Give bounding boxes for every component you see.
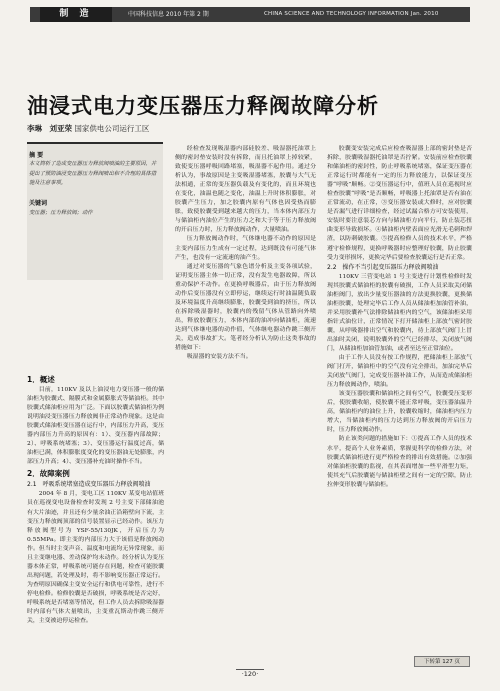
- keywords-label: 关键词: [29, 200, 48, 207]
- paragraph: 目前，110KV 及以上油浸电力变压器一般的储油柜为胶囊式、隔膜式和金属膨胀式等储油柜。其中胶囊式储油柜应用为广泛。下面以胶囊式储油柜为例说明油浸变压器压力释放阀非正常动作现象。这是由胶囊式储油柜变压器在运行中，内部压力升高，变压器内部压力升高的原因有：1）、变压器内部故障；2）、呼吸系统堵塞；3）、变压器运行温度过高，储油柜已满，体积膨胀度变化的变压器油无处膨胀，内部压力升高；4）、变压器补充油时操作不当。: [27, 387, 164, 466]
- paragraph: 吸湿器的安装方法不当。: [186, 354, 252, 361]
- paragraph: 经检查发现吸湿器内部硅胶差、吸湿器托油罩上侧的密封垫安装时没有拆除，而且托油罩上掉较紧，致使变压器呼吸回路堵塞，吸湿器不起作用。通过分析认为，事故原因是主变吸湿器堵塞，胶囊与大气无法相通，正常的变压器负载及有变化的，而且环境也在变化，油温也随之变化，油温上升时体积膨胀，对胶囊产生压力，加之胶囊内原有气体也因受热而膨胀，致使胶囊受到越来越大的压力，当本体内部压力与储油柜内油位产生的压力之和大于等于压力释放阀的开启压力时，压力释放阀动作，大量喷油。: [175, 146, 316, 234]
- paragraph: 110KV 三营变电站 1 号主变进行计划性检修时发现其胶囊式储油柜的胶囊有破损，工作人员采取关闭储油柜阀门，放出少量变压器油的方法更换胶囊，更换储油柜胶囊，处理完毕后工作人员从储油柜加油管补油，并采用胶囊补气法排除储油柜内的空气，该储油柜采用指针式油位计，正常情况下打开储油柜上部放气密封胶囊，从呼吸器排出空气和胶囊内，待上部放气阀门上冒出油时关闭，说明胶囊外的空气已经排尽，关闭放气阀门，从储油柜加油管加油，或者至达至正常油位。: [327, 273, 472, 352]
- subsection-heading: 2.2 操作不当引起变压器压力释放阀喷油: [327, 263, 439, 271]
- paragraph: 由于工作人员没有按工作规程，把储油柜上部放气阀门打开，储油柜中的空气没有完全排出，加油完毕后关闭放气阀门，完成变压器补油工作，从而造成储油柜压力释放阀动作，喷油。: [327, 355, 472, 389]
- paragraph: 胶囊变安装完成后应检查吸湿器上部的密封垫是否拆除，胶囊吸湿器托油罩是否拧紧。安装前应检查胶囊和储油柜的密封性，防止呼吸系统堵塞，保证变压器在正常运行时都能有一定的压力释放能力，以保证变压器“呼吸”顺畅。②变压器运行中，值班人员在巡视时应检查胶囊“呼吸”是否顺畅，呼吸器上托油罩是否有油在正常流动，在正常，③变压器安装或大修时，应对胶囊是否漏气进行详细检查，经过试漏合格方可安装使用，安装时要注意装芯方向与储油柜方向平行，防止装芯扭曲变形导致损坏。④储油柜内壁表面应光滑无毛刺和焊渣，以防刺破胶囊。⑤提高检修人员的技术水平，严格遵守检修规程，更换呼吸器时应整理好胶囊，防止胶囊受力变形损坏，更换完毕后要检查胶囊运行是否正常。: [327, 146, 472, 261]
- keywords-text: 变压器；压力释放阀；动作: [29, 210, 93, 216]
- text-column-1: [27, 373, 164, 658]
- author-line: [27, 123, 149, 134]
- text-column-3: [327, 145, 472, 660]
- paragraph: 压力释放阀动作时，气体继电器不动作的原因是主变内部压力生成有一定过程，达到既没有可能气体产生，也没有一定流速的油产生。: [175, 236, 316, 261]
- section-heading: 2．故障案例: [27, 469, 70, 479]
- paragraph: 该变压器胶囊和储油柜之间有空气，胶囊受压变形后，使胶囊收缩，使胶囊不能正常呼吸，变压器油温升高，储油柜内的油位上升，胶囊收缩时，储油柜内压力增大，当储油柜内的压力达到压力释放阀的开启压力时，压力释放阀动作。: [327, 391, 472, 434]
- paragraph: 防止该类问题的措施如下：①提高工作人员的技术水平，提高个人业务素质，掌握更科学的检修方法，对胶囊式储油柜进行更严格检查的排出有效措施。②加强对储油柜胶囊的监视，在其表面增加一些平滑型力矩，使其充气后胶囊能与储油柜壁之间有一定的空隙，防止拉伸变形胶囊与储油柜。: [327, 436, 472, 488]
- running-header: [0, 0, 500, 30]
- abstract-text: 本文简析了造成变压器压力释放阀喷油的主要原因，并提出了预防油浸变压器压力释阀喷出和不合理的具体措施及注意事项。: [29, 161, 157, 187]
- abstract-label: 摘 要: [29, 152, 44, 159]
- section-heading: 1．概述: [27, 375, 55, 384]
- paragraph: 2004 年 8 月，变电工区 110KV 某变电站值班员在巡视变电设备检查时发现 2 号主变下部储油池有大片油迹，并且还有少量余油正沿箱壁向下流，主变压力释放阀顶部的信号装置显示已经动作。该压力释放阀型号为 YSF-55/130JK，开启压力为 0.55MPa。即主变的内部压力大于该值是释放阀动作。但当时主变声音、温度和电流均无异常现象，而且主变继电器、差动保护均未动作。经分析认为变压器本体正常，呼吸系统可能存在问题，检查可能胶囊出现问题，若处理及时，将不影响变压器正常运行。为查明原因确保主变安全运行和供电可靠性，进行不停电检修。检修胶囊是否破损，呼吸系统是否完好，呼吸系统是否堵塞等情况，但工作人员去拆除吸湿器时内部有气体大量喷出，主变重瓦斯动作跳三侧开关，主变被迫停运检查。: [27, 491, 164, 625]
- section-label: 制 造: [40, 7, 112, 22]
- article-title: 油浸式电力变压器压力释阀故障分析: [27, 94, 379, 118]
- journal-issue: 中国科技信息 2010 年第 2 期: [128, 11, 209, 18]
- subsection-heading: 2.1 呼吸系统堵塞造成变压器压力释放阀喷油: [27, 481, 151, 489]
- journal-english-name: CHINA SCIENCE AND TECHNOLOGY INFORMATION Jan. 2010: [264, 11, 439, 17]
- author-affiliation: 国家供电公司运行工区: [74, 124, 150, 133]
- author-names: 李琳 刘亚荣: [27, 124, 72, 133]
- page-number: ·120·: [236, 669, 265, 678]
- page-number-line: [0, 670, 500, 678]
- text-column-2: [175, 145, 316, 675]
- paragraph: 通过对变压器的气象色谱分析及主变各项试验，证明变压器主体一切正常，没有发生电器故障，所以重动保护不动作。在更换呼吸器后，由于压力释放阀动作后变压器没有立即停运，继续运行时油温随负载及环境温度升高继续膨胀，胶囊受到油的挤压，所以在拆除吸湿器时，胶囊内的残留气体从管路向外喷出，释放胶囊压力，本体内部的油冲向储油柜，流速达到气体继电器的动作值，气体继电器动作跳三侧开关，造成事故扩大。笔者经分析认为防止这类事故的措施如下：: [175, 263, 316, 352]
- continued-on-page: 下转第 127 页: [414, 656, 470, 667]
